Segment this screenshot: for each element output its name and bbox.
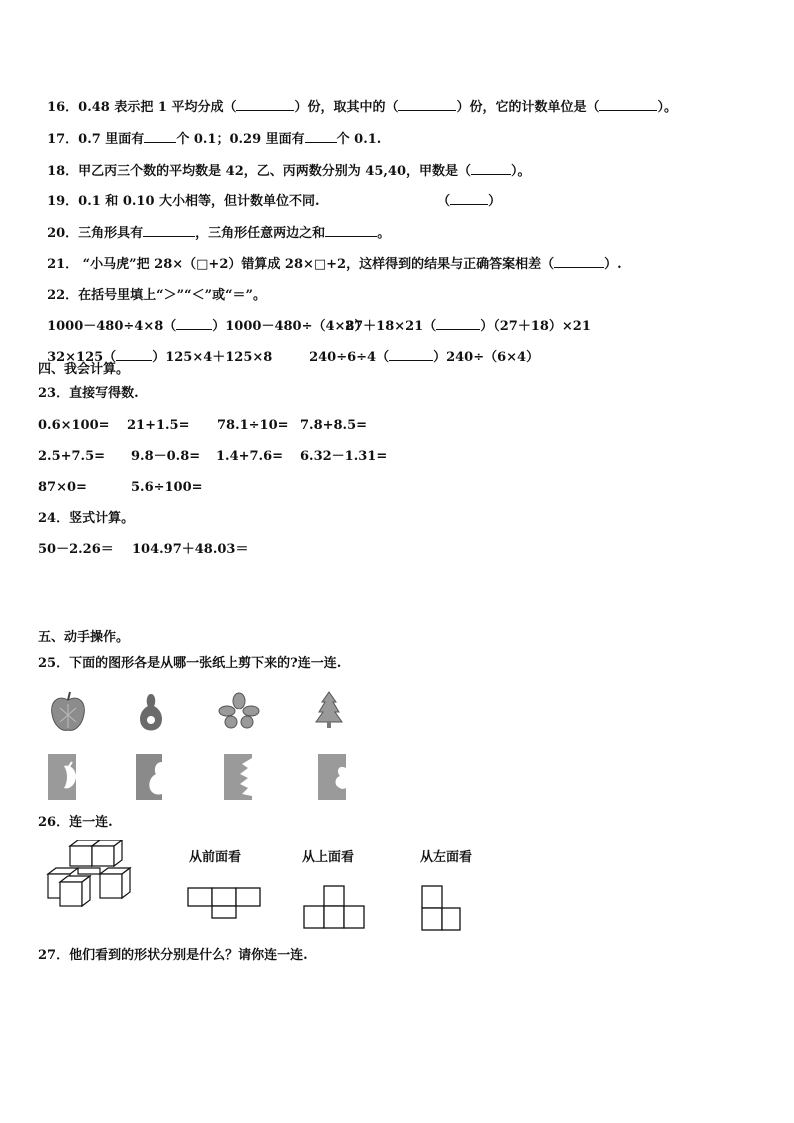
question-number: 18． bbox=[47, 164, 79, 179]
question-text: ）。 bbox=[657, 100, 677, 115]
top-view-figure[interactable] bbox=[302, 884, 368, 932]
question-24-title: 24．竖式计算。 bbox=[38, 511, 135, 526]
flower-shape-icon[interactable] bbox=[218, 692, 260, 730]
question-19 bbox=[38, 178, 320, 210]
calc-item: 2.5+7.5= bbox=[38, 449, 106, 464]
compare-item bbox=[336, 303, 591, 335]
answer-blank[interactable] bbox=[398, 110, 456, 111]
vertical-calc-item: 104.97＋48.03＝ bbox=[132, 542, 249, 557]
judgement-bracket bbox=[428, 178, 501, 210]
calc-item: 1.4+7.6= bbox=[216, 449, 284, 464]
question-text: 甲乙丙三个数的平均数是 42，乙、丙两数分别为 45,40，甲数是（ bbox=[78, 164, 472, 179]
bracket-right: ） bbox=[488, 194, 502, 209]
compare-left: 27＋18×21（ bbox=[345, 319, 437, 334]
question-text: “小马虎”把 28×（□+2）错算成 28×□+2，这样得到的结果与正确答案相差（ bbox=[78, 257, 555, 272]
answer-blank[interactable] bbox=[450, 204, 488, 205]
tree-shape-icon[interactable] bbox=[314, 690, 344, 730]
question-number: 20． bbox=[47, 226, 79, 241]
paper-sheet-2[interactable] bbox=[136, 754, 162, 800]
answer-blank[interactable] bbox=[471, 174, 511, 175]
answer-blank[interactable] bbox=[436, 329, 480, 330]
calc-item: 0.6×100= bbox=[38, 418, 110, 433]
question-number: 16． bbox=[47, 100, 79, 115]
answer-blank[interactable] bbox=[325, 236, 377, 237]
calc-item: 7.8+8.5= bbox=[300, 418, 368, 433]
question-number: 17． bbox=[47, 132, 79, 147]
question-21 bbox=[38, 241, 622, 273]
question-number: 21． bbox=[47, 257, 79, 272]
view-label-left: 从左面看 bbox=[420, 850, 473, 865]
question-text: 0.48 表示把 1 平均分成（ bbox=[78, 100, 237, 115]
question-25-title: 25．下面的图形各是从哪一张纸上剪下来的?连一连. bbox=[38, 656, 342, 671]
question-text: 在括号里填上“＞”“＜”或“＝”。 bbox=[78, 288, 267, 303]
compare-item bbox=[300, 334, 539, 366]
question-text: 0.1 和 0.10 大小相等，但计数单位不同. bbox=[78, 194, 320, 209]
compare-right: ）（27＋18）×21 bbox=[480, 319, 591, 334]
question-text: ，三角形任意两边之和 bbox=[195, 226, 326, 241]
question-text: 个 0.1；0.29 里面有 bbox=[176, 132, 305, 147]
calc-item: 6.32－1.31= bbox=[300, 449, 388, 464]
question-text: 个 0.1. bbox=[336, 132, 382, 147]
compare-right: ）1000－480÷（4×8） bbox=[212, 319, 368, 334]
apple-shape-icon[interactable] bbox=[48, 690, 88, 734]
question-27-title: 27．他们看到的形状分别是什么？请你连一连. bbox=[38, 948, 308, 963]
vertical-calc-item: 50－2.26＝ bbox=[38, 542, 114, 557]
answer-blank[interactable] bbox=[305, 142, 337, 143]
section-heading: 四、我会计算。 bbox=[38, 362, 130, 377]
calc-item: 78.1÷10= bbox=[217, 418, 289, 433]
question-number: 19． bbox=[47, 194, 79, 209]
question-text: 0.7 里面有 bbox=[78, 132, 145, 147]
paper-sheet-1[interactable] bbox=[48, 754, 78, 800]
answer-blank[interactable] bbox=[389, 360, 433, 361]
question-22 bbox=[38, 272, 266, 304]
gourd-shape-icon[interactable] bbox=[136, 690, 166, 734]
answer-blank[interactable] bbox=[599, 110, 657, 111]
answer-blank[interactable] bbox=[144, 142, 176, 143]
answer-blank[interactable] bbox=[236, 110, 294, 111]
cube-stack-figure bbox=[42, 840, 138, 912]
paper-sheet-3[interactable] bbox=[224, 754, 254, 800]
front-view-figure[interactable] bbox=[186, 884, 262, 920]
calc-item: 21+1.5= bbox=[127, 418, 190, 433]
compare-left: 32×125（ bbox=[47, 350, 117, 365]
compare-right: ）125×4＋125×8 bbox=[152, 350, 273, 365]
question-23-title: 23．直接写得数. bbox=[38, 386, 139, 401]
compare-right: ）240÷（6×4） bbox=[433, 350, 540, 365]
question-number: 22． bbox=[47, 288, 79, 303]
question-text: ）份，它的计数单位是（ bbox=[456, 100, 600, 115]
question-26-title: 26．连一连. bbox=[38, 815, 113, 830]
answer-blank[interactable] bbox=[176, 329, 212, 330]
question-text: ）份，取其中的（ bbox=[294, 100, 399, 115]
question-text: 三角形具有 bbox=[78, 226, 144, 241]
calc-item: 9.8－0.8= bbox=[131, 449, 201, 464]
question-text: ）。 bbox=[511, 164, 531, 179]
answer-blank[interactable] bbox=[554, 267, 604, 268]
paper-sheet-4[interactable] bbox=[318, 754, 348, 800]
section-heading: 五、动手操作。 bbox=[38, 630, 130, 645]
question-18 bbox=[38, 148, 531, 180]
compare-left: 1000－480÷4×8（ bbox=[47, 319, 177, 334]
left-view-figure[interactable] bbox=[420, 884, 468, 934]
bracket-left: （ bbox=[437, 194, 451, 209]
answer-blank[interactable] bbox=[143, 236, 195, 237]
question-20 bbox=[38, 210, 390, 242]
question-16 bbox=[38, 84, 677, 116]
view-label-top: 从上面看 bbox=[302, 850, 355, 865]
compare-item bbox=[38, 303, 367, 335]
compare-left: 240÷6÷4（ bbox=[309, 350, 390, 365]
question-17 bbox=[38, 116, 381, 148]
question-text: 。 bbox=[377, 226, 391, 241]
answer-blank[interactable] bbox=[116, 360, 152, 361]
calc-item: 5.6÷100= bbox=[131, 480, 203, 495]
calc-item: 87×0= bbox=[38, 480, 87, 495]
view-label-front: 从前面看 bbox=[189, 850, 242, 865]
question-text: ）. bbox=[604, 257, 622, 272]
